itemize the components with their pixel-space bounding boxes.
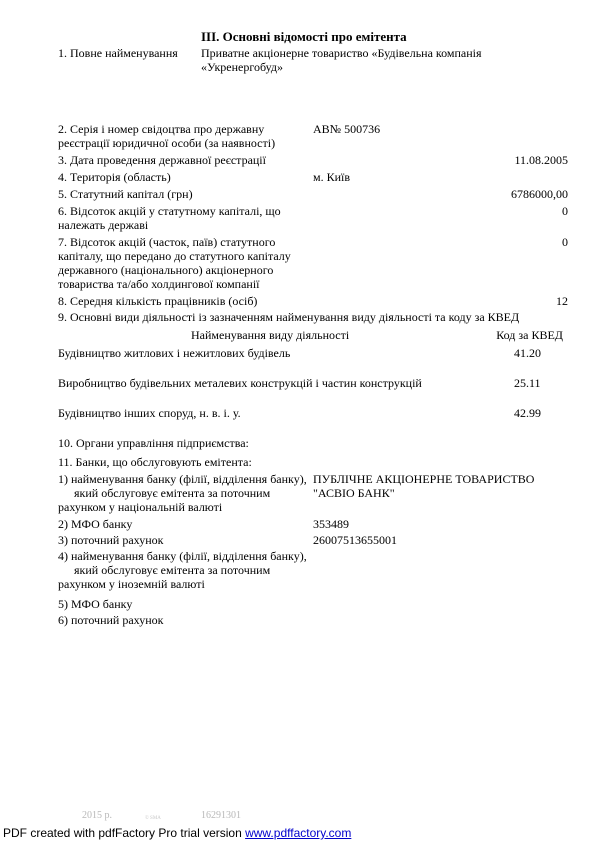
activity-code: 41.20 xyxy=(514,346,541,360)
item4-label: 4. Територія (область) xyxy=(58,170,171,184)
activity-name: Будівництво інших споруд, н. в. і. у. xyxy=(58,406,241,420)
pdf-notice-text: PDF created with pdfFactory Pro trial version xyxy=(3,826,246,840)
pdf-notice xyxy=(3,826,351,840)
bank-uah-label-line1: 1) найменування банку (філії, відділення банку), xyxy=(58,472,307,486)
pdf-notice-link[interactable]: www.pdffactory.com xyxy=(245,826,352,840)
account-fx-label: 6) поточний рахунок xyxy=(58,613,164,627)
account-uah-label: 3) поточний рахунок xyxy=(58,533,164,547)
item5-label: 5. Статутний капітал (грн) xyxy=(58,187,193,201)
item7-label-line1: 7. Відсоток акцій (часток, паїв) статутного xyxy=(58,235,276,249)
item6-value: 0 xyxy=(562,204,568,218)
activity-code: 42.99 xyxy=(514,406,541,420)
bank-fx-label-line3: рахунком у іноземній валюті xyxy=(58,577,205,591)
bank-uah-label-line3: рахунком у національній валюті xyxy=(58,500,223,514)
mfo-uah-value: 353489 xyxy=(313,517,349,531)
footer-code: 16291301 xyxy=(201,810,241,821)
item9-label: 9. Основні види діяльності із зазначенням найменування виду діяльності та коду за КВЕД xyxy=(58,310,520,324)
item5-value: 6786000,00 xyxy=(511,187,568,201)
item2-value: АВ№ 500736 xyxy=(313,122,381,136)
item6-label-line1: 6. Відсоток акцій у статутному капіталі, що xyxy=(58,204,281,218)
item2-label-line2: реєстрації юридичної особи (за наявності) xyxy=(58,136,276,150)
item1-value-line1: Приватне акціонерне товариство «Будівельна компанія xyxy=(201,46,482,60)
bank-fx-label-line2: який обслуговує емітента за поточним xyxy=(74,563,271,577)
activity-name: Виробництво будівельних металевих конструкцій і частин конструкцій xyxy=(58,376,422,390)
account-uah-value: 26007513655001 xyxy=(313,533,397,547)
item8-value: 12 xyxy=(556,294,568,308)
item7-label-line3: державного (національного) акціонерного xyxy=(58,263,274,277)
item11-label: 11. Банки, що обслуговують емітента: xyxy=(58,455,252,469)
bank-uah-label-line2: який обслуговує емітента за поточним xyxy=(74,486,271,500)
item10-label: 10. Органи управління підприємства: xyxy=(58,436,249,450)
activity-code: 25.11 xyxy=(514,376,541,390)
item6-label-line2: належать державі xyxy=(58,218,149,232)
bank-fx-label-line1: 4) найменування банку (філії, відділення банку), xyxy=(58,549,307,563)
item3-label: 3. Дата проведення державної реєстрації xyxy=(58,153,266,167)
mfo-fx-label: 5) МФО банку xyxy=(58,597,133,611)
item4-value: м. Київ xyxy=(313,170,351,184)
item8-label: 8. Середня кількість працівників (осіб) xyxy=(58,294,258,308)
footer-year: 2015 р. xyxy=(82,810,112,821)
item1-label: 1. Повне найменування xyxy=(58,46,178,60)
bank-uah-value-line2: "АСВІО БАНК" xyxy=(313,486,395,500)
bank-uah-value-line1: ПУБЛІЧНЕ АКЦІОНЕРНЕ ТОВАРИСТВО xyxy=(313,472,535,486)
footer-mark: © SMA xyxy=(145,816,161,821)
item7-value: 0 xyxy=(562,235,568,249)
activity-name: Будівництво житлових і нежитлових будівель xyxy=(58,346,291,360)
item3-value: 11.08.2005 xyxy=(514,153,568,167)
section-title: ІІІ. Основні відомості про емітента xyxy=(201,29,407,44)
item7-label-line4: товариства та/або холдингової компанії xyxy=(58,277,260,291)
mfo-uah-label: 2) МФО банку xyxy=(58,517,133,531)
activity-col-name-header: Найменування виду діяльності xyxy=(191,328,350,342)
item1-value-line2: «Укренергобуд» xyxy=(201,60,283,74)
item7-label-line2: капіталу, що передано до статутного капіталу xyxy=(58,249,291,263)
item2-label-line1: 2. Серія і номер свідоцтва про державну xyxy=(58,122,265,136)
activity-col-code-header: Код за КВЕД xyxy=(496,328,563,342)
